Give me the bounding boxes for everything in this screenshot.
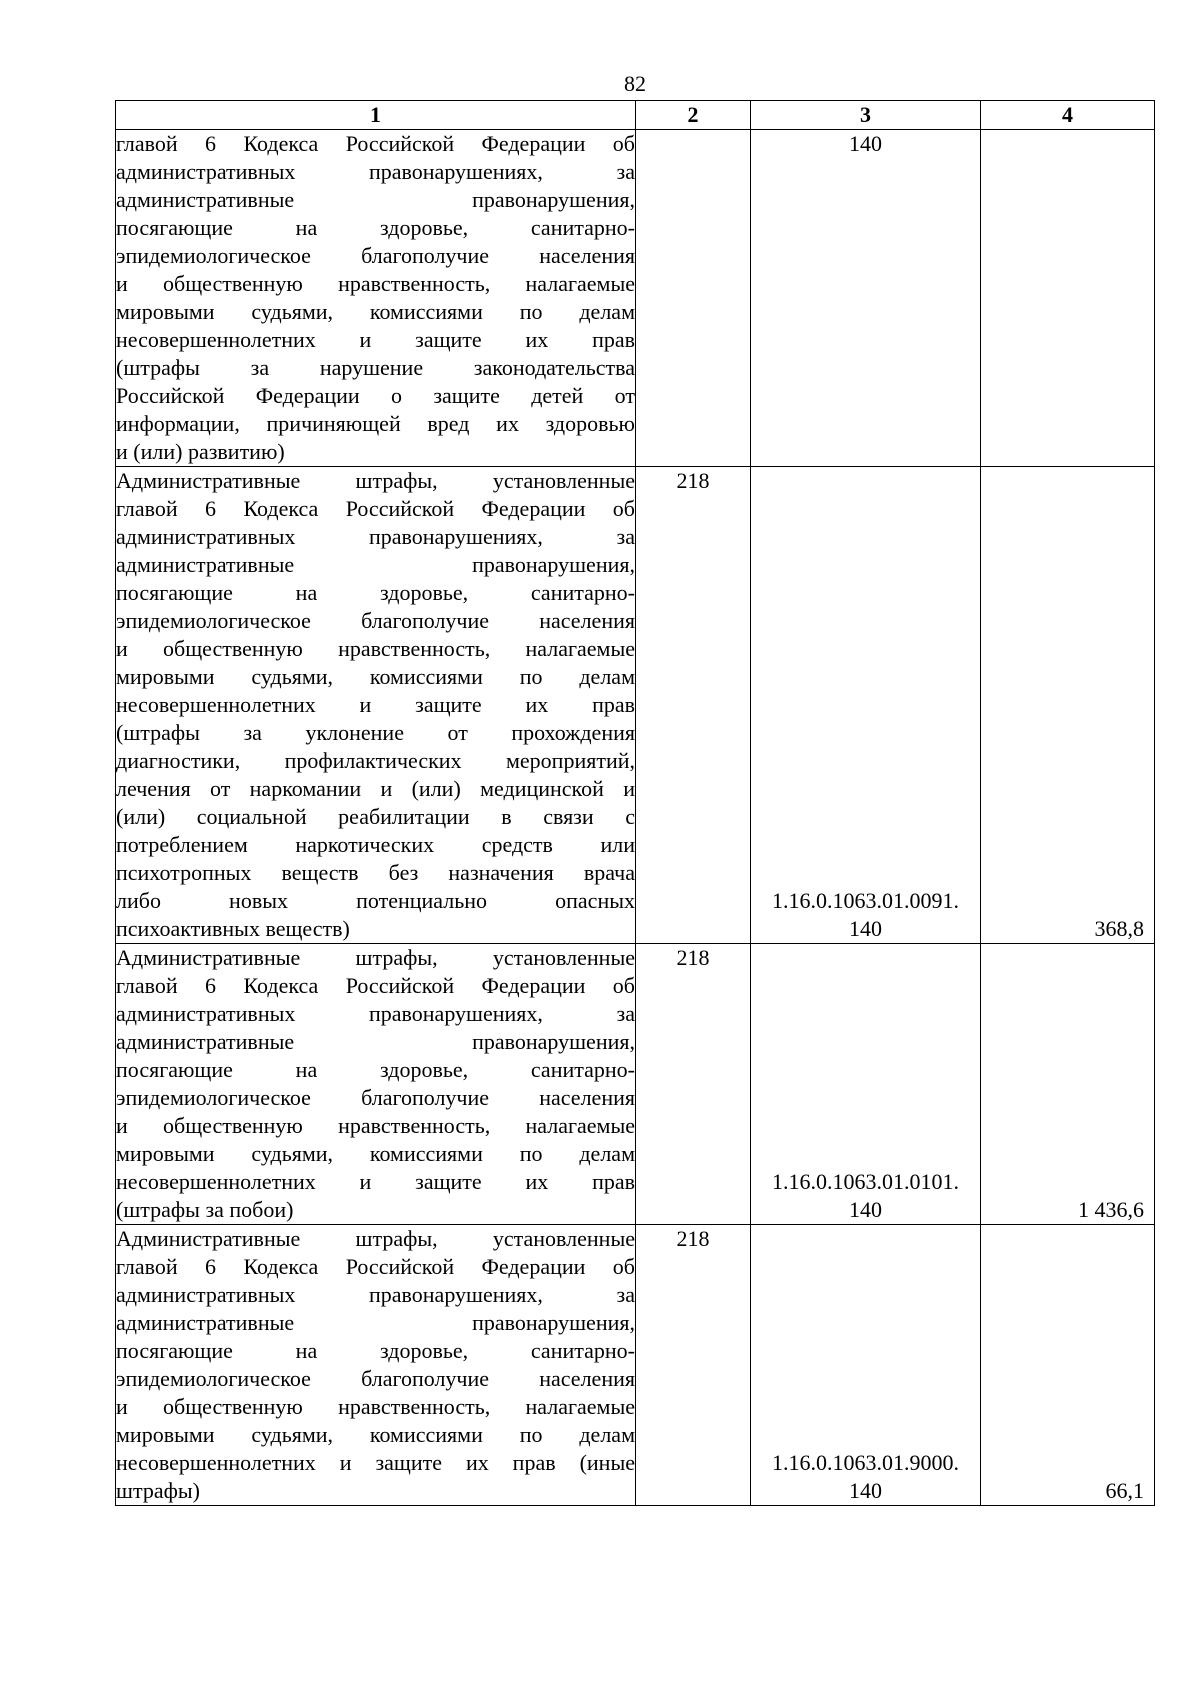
table-row xyxy=(116,1225,1155,1506)
column-header-1: 1 xyxy=(116,101,636,130)
row-amount xyxy=(981,130,1155,467)
budget-code xyxy=(751,1168,980,1224)
row-budget-code xyxy=(751,1225,981,1506)
description-line: посягающие на здоровье, санитарно- xyxy=(116,580,635,605)
table-row xyxy=(116,467,1155,944)
description-line: эпидемиологическое благополучие населения xyxy=(116,608,635,633)
description-line: эпидемиологическое благополучие населения xyxy=(116,1366,635,1391)
description-line: административных правонарушениях, за xyxy=(116,159,635,184)
budget-code-line-1: 140 xyxy=(849,131,882,156)
budget-code-line-1: 1.16.0.1063.01.9000. xyxy=(772,1450,959,1475)
description-line: и общественную нравственность, налагаемые xyxy=(116,271,635,296)
description-line: главой 6 Кодекса Российской Федерации об xyxy=(116,131,635,156)
description-line: диагностики, профилактических мероприятий, xyxy=(116,748,635,773)
description-line: административных правонарушениях, за xyxy=(116,1282,635,1307)
description-line: мировыми судьями, комиссиями по делам xyxy=(116,664,635,689)
description-line: Административные штрафы, установленные xyxy=(116,1226,635,1251)
budget-code-line-2: 140 xyxy=(849,1478,882,1503)
row-description xyxy=(116,1225,636,1506)
description-line: посягающие на здоровье, санитарно- xyxy=(116,1338,635,1363)
description-line: административные правонарушения, xyxy=(116,552,635,577)
row-admin-code: 218 xyxy=(636,1225,751,1506)
column-header-3: 3 xyxy=(751,101,981,130)
amount-value: 1 436,6 xyxy=(1078,1197,1144,1222)
budget-code xyxy=(751,130,980,158)
description-line: главой 6 Кодекса Российской Федерации об xyxy=(116,973,635,998)
row-budget-code xyxy=(751,944,981,1225)
description-line: потреблением наркотических средств или xyxy=(116,832,635,857)
description-line: административные правонарушения, xyxy=(116,1310,635,1335)
description-line: либо новых потенциально опасных xyxy=(116,888,635,913)
description-line: мировыми судьями, комиссиями по делам xyxy=(116,299,635,324)
amount-value: 66,1 xyxy=(1105,1478,1144,1503)
description-line: и (или) развитию) xyxy=(116,439,285,464)
row-budget-code xyxy=(751,467,981,944)
description-line: Административные штрафы, установленные xyxy=(116,945,635,970)
description-line: (штрафы за уклонение от прохождения xyxy=(116,720,635,745)
description-line: (или) социальной реабилитации в связи с xyxy=(116,804,635,829)
table-row xyxy=(116,130,1155,467)
description-line: информации, причиняющей вред их здоровью xyxy=(116,411,635,436)
table-body xyxy=(116,130,1155,1506)
amount-value: 368,8 xyxy=(1094,916,1144,941)
description-line: и общественную нравственность, налагаемые xyxy=(116,1113,635,1138)
description-line: посягающие на здоровье, санитарно- xyxy=(116,215,635,240)
column-header-4: 4 xyxy=(981,101,1155,130)
description-line: несовершеннолетних и защите их прав xyxy=(116,1169,635,1194)
description-line: психотропных веществ без назначения врача xyxy=(116,860,635,885)
budget-code-line-2: 140 xyxy=(849,916,882,941)
row-description xyxy=(116,467,636,944)
row-description xyxy=(116,130,636,467)
row-amount xyxy=(981,944,1155,1225)
description-line: (штрафы за нарушение законодательства xyxy=(116,355,635,380)
description-line: главой 6 Кодекса Российской Федерации об xyxy=(116,496,635,521)
budget-code xyxy=(751,1449,980,1505)
description-line: и общественную нравственность, налагаемые xyxy=(116,1394,635,1419)
table-row xyxy=(116,944,1155,1225)
row-budget-code xyxy=(751,130,981,467)
row-admin-code: 218 xyxy=(636,944,751,1225)
row-amount xyxy=(981,467,1155,944)
row-amount xyxy=(981,1225,1155,1506)
budget-table xyxy=(115,100,1155,1506)
description-line: и общественную нравственность, налагаемые xyxy=(116,636,635,661)
row-admin-code xyxy=(636,130,751,467)
description-line: мировыми судьями, комиссиями по делам xyxy=(116,1422,635,1447)
description-line: эпидемиологическое благополучие населения xyxy=(116,1085,635,1110)
budget-code-line-1: 1.16.0.1063.01.0101. xyxy=(772,1169,959,1194)
description-line: Административные штрафы, установленные xyxy=(116,468,635,493)
row-admin-code: 218 xyxy=(636,467,751,944)
description-line: посягающие на здоровье, санитарно- xyxy=(116,1057,635,1082)
description-line: административные правонарушения, xyxy=(116,1029,635,1054)
description-line: несовершеннолетних и защите их прав (иные xyxy=(116,1450,635,1475)
description-line: штрафы) xyxy=(116,1478,200,1503)
row-description xyxy=(116,944,636,1225)
description-line: административные правонарушения, xyxy=(116,187,635,212)
budget-code-line-1: 1.16.0.1063.01.0091. xyxy=(772,888,959,913)
description-line: (штрафы за побои) xyxy=(116,1197,294,1222)
description-line: несовершеннолетних и защите их прав xyxy=(116,692,635,717)
budget-code-line-2: 140 xyxy=(849,1197,882,1222)
description-line: эпидемиологическое благополучие населения xyxy=(116,243,635,268)
description-line: Российской Федерации о защите детей от xyxy=(116,383,635,408)
description-line: психоактивных веществ) xyxy=(116,916,350,941)
description-line: административных правонарушениях, за xyxy=(116,524,635,549)
description-line: административных правонарушениях, за xyxy=(116,1001,635,1026)
column-header-2: 2 xyxy=(636,101,751,130)
page-number: 82 xyxy=(624,71,646,96)
description-line: лечения от наркомании и (или) медицинской и xyxy=(116,776,635,801)
table-header-row xyxy=(116,101,1155,130)
description-line: мировыми судьями, комиссиями по делам xyxy=(116,1141,635,1166)
description-line: главой 6 Кодекса Российской Федерации об xyxy=(116,1254,635,1279)
budget-code xyxy=(751,887,980,943)
description-line: несовершеннолетних и защите их прав xyxy=(116,327,635,352)
